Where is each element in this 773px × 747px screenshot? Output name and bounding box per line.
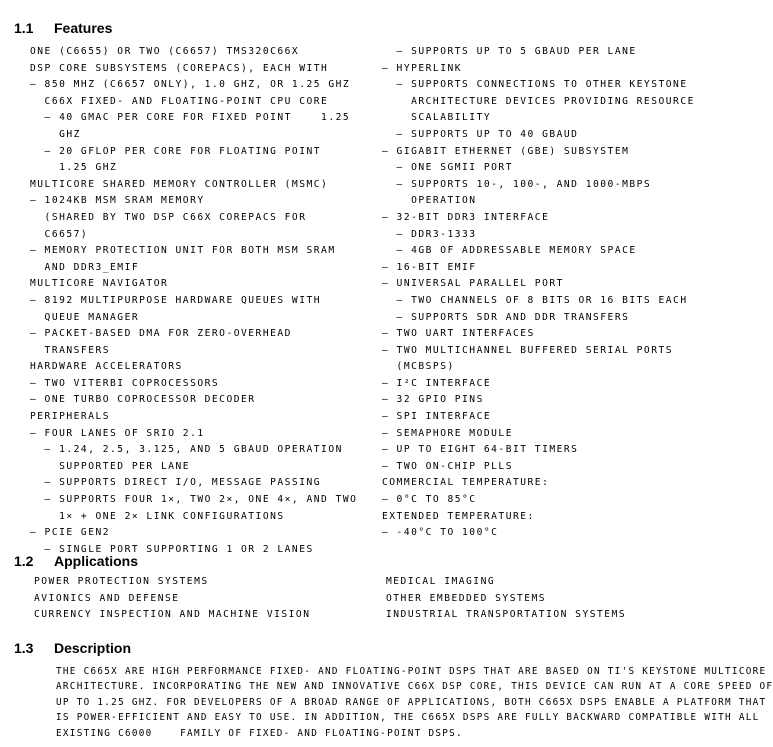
feature-line: SUPPORTED PER LANE [30,460,191,472]
feature-line: – SUPPORTS DIRECT I/O, MESSAGE PASSING [30,477,322,489]
feature-line: – TWO CHANNELS OF 8 BITS OR 16 BITS EACH [382,294,688,306]
feature-line: – 850 MHZ (C6657 ONLY), 1.0 GHZ, OR 1.25 GHZ [30,79,351,91]
application-item: MEDICAL IMAGING [386,576,496,587]
feature-line: – SUPPORTS 10-, 100-, AND 1000-MBPS [382,178,652,190]
feature-line: – GIGABIT ETHERNET (GBE) SUBSYSTEM [382,145,630,157]
description-paragraph [56,664,773,741]
feature-line: – SUPPORTS UP TO 5 GBAUD PER LANE [382,46,637,57]
feature-line: ONE (C6655) OR TWO (C6657) TMS320C66X [30,46,300,57]
section-title-applications: Applications [54,553,139,569]
section-title-features: Features [54,20,113,36]
feature-line: – 20 GFLOP PER CORE FOR FLOATING POINT [30,145,322,157]
feature-line: PERIPHERALS [30,411,111,423]
applications-left-column [34,574,311,624]
feature-line: – MEMORY PROTECTION UNIT FOR BOTH MSM SRAM [30,245,336,257]
feature-line: – 8192 MULTIPURPOSE HARDWARE QUEUES WITH [30,294,322,306]
section-number-applications: 1.2 [14,553,34,569]
feature-line: MULTICORE SHARED MEMORY CONTROLLER (MSMC) [30,178,329,190]
feature-line: (SHARED BY TWO DSP C66X COREPACS FOR [30,211,307,223]
feature-line: – SUPPORTS UP TO 40 GBAUD [382,128,579,140]
feature-line: – SUPPORTS FOUR 1×, TWO 2×, ONE 4×, AND TWO [30,494,358,506]
description-line: IS POWER-EFFICIENT AND EASY TO USE. IN ADDITION, THE C665X DSPS ARE FULLY BACKWARD COMPATIBLE WITH ALL [56,712,760,724]
feature-line: COMMERCIAL TEMPERATURE: [382,477,550,489]
section-number-features: 1.1 [14,20,34,36]
feature-line: TRANSFERS [30,344,111,356]
description-line: EXISTING C6000 FAMILY OF FIXED- AND FLOATING-POINT DSPS. [56,727,463,739]
feature-line: – UNIVERSAL PARALLEL PORT [382,278,564,290]
section-title-description: Description [54,640,132,656]
feature-line: SCALABILITY [382,112,492,124]
feature-line: – UP TO EIGHT 64-BIT TIMERS [382,444,579,456]
feature-line: – -40°C TO 100°C [382,527,499,539]
application-item: OTHER EMBEDDED SYSTEMS [386,592,547,604]
features-left-column [30,44,365,558]
feature-line: – SINGLE PORT SUPPORTING 1 OR 2 LANES [30,543,314,555]
feature-line: OPERATION [382,195,477,207]
feature-line: – 4GB OF ADDRESSABLE MEMORY SPACE [382,245,637,257]
feature-line: MULTICORE NAVIGATOR [30,278,169,290]
description-line: THE C665X ARE HIGH PERFORMANCE FIXED- AND FLOATING-POINT DSPS THAT ARE BASED ON TI'S KEYSTONE MULTICORE [56,666,767,677]
feature-line: – 1.24, 2.5, 3.125, AND 5 GBAUD OPERATION [30,444,343,456]
feature-line: – 32-BIT DDR3 INTERFACE [382,211,550,223]
feature-line: C66X FIXED- AND FLOATING-POINT CPU CORE [30,95,329,107]
feature-line: 1.25 GHZ [30,162,118,174]
feature-line: – I²C INTERFACE [382,377,492,389]
feature-line: AND DDR3_EMIF [30,261,140,273]
feature-line: – SEMAPHORE MODULE [382,427,513,439]
feature-line: – 32 GPIO PINS [382,394,484,406]
features-right-column [382,44,695,542]
feature-line: – 1024KB MSM SRAM MEMORY [30,195,205,207]
feature-line: – SUPPORTS SDR AND DDR TRANSFERS [382,311,630,323]
feature-line: – 0°C TO 85°C [382,494,477,506]
feature-line: – TWO UART INTERFACES [382,328,535,340]
feature-line: – 40 GMAC PER CORE FOR FIXED POINT 1.25 [30,112,351,124]
feature-line: – SPI INTERFACE [382,411,492,423]
feature-line: 1× + ONE 2× LINK CONFIGURATIONS [30,510,285,522]
description-line: UP TO 1.25 GHZ. FOR DEVELOPERS OF A BROAD RANGE OF APPLICATIONS, BOTH C665X DSPS ENABLE A PLATFORM THAT [56,696,767,708]
feature-line: – TWO MULTICHANNEL BUFFERED SERIAL PORTS [382,344,674,356]
feature-line: EXTENDED TEMPERATURE: [382,510,535,522]
application-item: INDUSTRIAL TRANSPORTATION SYSTEMS [386,609,627,621]
feature-line: (MCBSPS) [382,361,455,373]
application-item: AVIONICS AND DEFENSE [34,592,180,604]
applications-right-column [386,574,626,624]
feature-line: – DDR3-1333 [382,228,477,240]
feature-line: – ONE SGMII PORT [382,162,513,174]
feature-line: – HYPERLINK [382,62,463,74]
feature-line: – TWO VITERBI COPROCESSORS [30,377,220,389]
feature-line: – TWO ON-CHIP PLLS [382,460,513,472]
feature-line: – 16-BIT EMIF [382,261,477,273]
feature-line: – FOUR LANES OF SRIO 2.1 [30,427,205,439]
feature-line: – ONE TURBO COPROCESSOR DECODER [30,394,256,406]
feature-line: HARDWARE ACCELERATORS [30,361,183,373]
feature-line: C6657) [30,228,89,240]
application-item: CURRENCY INSPECTION AND MACHINE VISION [34,609,311,621]
feature-line: GHZ [30,128,81,140]
section-number-description: 1.3 [14,640,34,656]
description-line: ARCHITECTURE. INCORPORATING THE NEW AND INNOVATIVE C66X DSP CORE, THIS DEVICE CAN RUN AT A CORE SPEED OF [56,681,773,693]
feature-line: – PCIE GEN2 [30,527,111,539]
feature-line: – PACKET-BASED DMA FOR ZERO-OVERHEAD [30,328,292,340]
feature-line: – SUPPORTS CONNECTIONS TO OTHER KEYSTONE [382,79,688,91]
application-item: POWER PROTECTION SYSTEMS [34,576,209,587]
feature-line: DSP CORE SUBSYSTEMS (COREPACS), EACH WITH [30,62,329,74]
feature-line: ARCHITECTURE DEVICES PROVIDING RESOURCE [382,95,695,107]
feature-line: QUEUE MANAGER [30,311,140,323]
